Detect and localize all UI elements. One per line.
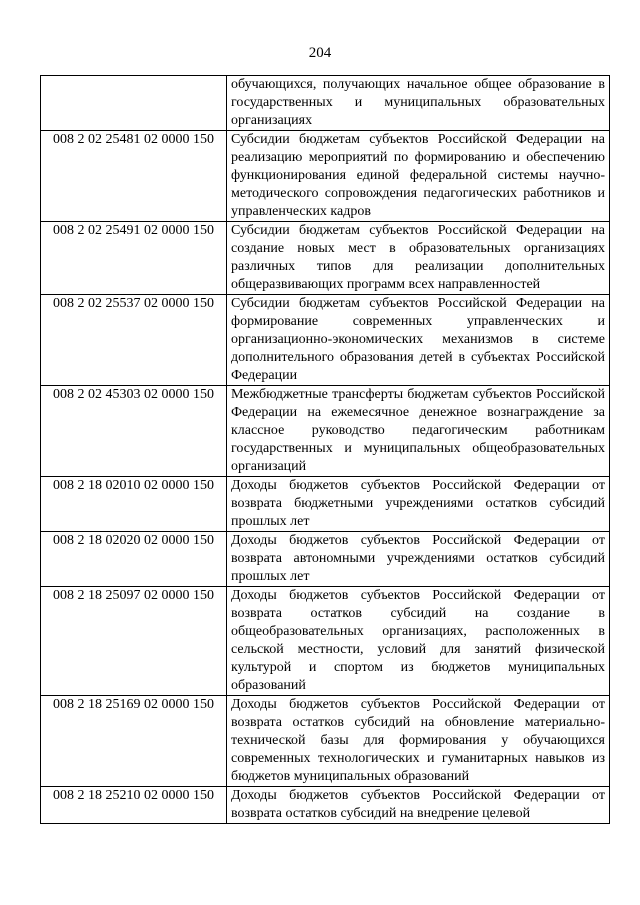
table-cell-code: 008 2 18 25097 02 0000 150: [41, 587, 227, 696]
table-cell-description: Субсидии бюджетам субъектов Российской Федерации на формирование современных управленческих и организационно-экономических механизмов в системе дополнительного образования детей в субъектах Российской Федерации: [227, 295, 610, 386]
table-cell-description: Субсидии бюджетам субъектов Российской Федерации на создание новых мест в образовательных организациях различных типов для реализации дополнительных общеразвивающих программ всех направленностей: [227, 222, 610, 295]
table-cell-description: Доходы бюджетов субъектов Российской Федерации от возврата остатков субсидий на обновление материально-технической базы для формирования у обучающихся современных технологических и гуманитарных навыков из бюджетов муниципальных образований: [227, 696, 610, 787]
table-cell-description: обучающихся, получающих начальное общее образование в государственных и муниципальных образовательных организациях: [227, 76, 610, 131]
table-cell-code: 008 2 02 45303 02 0000 150: [41, 386, 227, 477]
table-cell-description: Субсидии бюджетам субъектов Российской Федерации на реализацию мероприятий по формированию и обеспечению функционирования единой федеральной системы научно-методического сопровождения педагогических работников и управленческих кадров: [227, 131, 610, 222]
table-cell-code: 008 2 02 25537 02 0000 150: [41, 295, 227, 386]
table-cell-code: 008 2 02 25481 02 0000 150: [41, 131, 227, 222]
page-number: 204: [308, 45, 332, 61]
table-cell-description: Доходы бюджетов субъектов Российской Федерации от возврата бюджетными учреждениями остатков субсидий прошлых лет: [227, 477, 610, 532]
table-row: [41, 587, 610, 696]
table-row: [41, 76, 610, 131]
table-cell-description: Доходы бюджетов субъектов Российской Федерации от возврата остатков субсидий на внедрение целевой: [227, 787, 610, 824]
table-row: [41, 386, 610, 477]
table-cell-code: 008 2 18 25169 02 0000 150: [41, 696, 227, 787]
table-cell-description: Межбюджетные трансферты бюджетам субъектов Российской Федерации на ежемесячное денежное вознаграждение за классное руководство педагогическим работникам государственных и муниципальных общеобразовательных организаций: [227, 386, 610, 477]
table-cell-code: 008 2 18 25210 02 0000 150: [41, 787, 227, 824]
table-row: [41, 477, 610, 532]
table-row: [41, 222, 610, 295]
table-row: [41, 532, 610, 587]
table-cell-code: 008 2 02 25491 02 0000 150: [41, 222, 227, 295]
table-cell-code: 008 2 18 02010 02 0000 150: [41, 477, 227, 532]
table-cell-description: Доходы бюджетов субъектов Российской Федерации от возврата автономными учреждениями остатков субсидий прошлых лет: [227, 532, 610, 587]
table-cell-description: Доходы бюджетов субъектов Российской Федерации от возврата остатков субсидий на создание в общеобразовательных организациях, расположенных в сельской местности, условий для занятий физической культурой и спортом из бюджетов муниципальных образований: [227, 587, 610, 696]
table-cell-code: [41, 76, 227, 131]
table-row: [41, 131, 610, 222]
budget-classification-table: [40, 75, 610, 824]
table-row: [41, 696, 610, 787]
table-row: [41, 295, 610, 386]
table-row: [41, 787, 610, 824]
table-cell-code: 008 2 18 02020 02 0000 150: [41, 532, 227, 587]
